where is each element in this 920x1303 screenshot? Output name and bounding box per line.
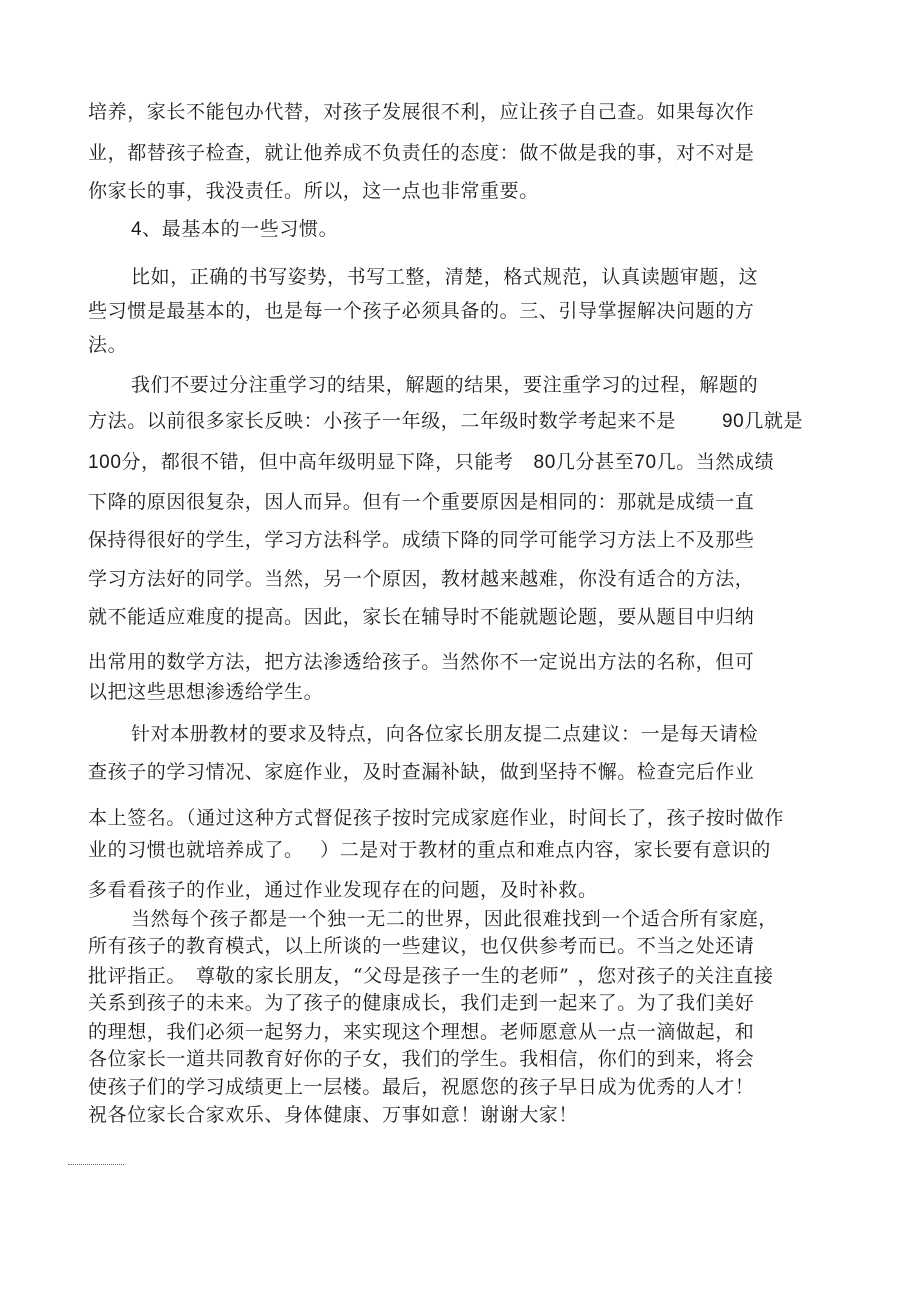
text-line (88, 760, 754, 784)
text-segment: 批评指正。 (88, 965, 187, 987)
text-line (88, 991, 754, 1015)
text-line (131, 217, 338, 242)
text-segment: ，您对孩子的关注直接 (577, 965, 774, 987)
text-line (88, 528, 754, 552)
text-line (88, 567, 754, 591)
text-segment: 当然每个孩子都是一个独一无二的世界，因此很难找到一个适合所有家庭， (131, 908, 778, 930)
text-segment: 法。 (88, 334, 128, 356)
text-line (131, 907, 778, 931)
text-segment: 针对本册教材的要求及特点，向各位家长朋友提二点建议：一是每天请检 (131, 723, 759, 745)
text-segment: 学习方法好的同学。当然，另一个原因，教材越来越难，你没有适合的方法， (88, 568, 755, 590)
text-line (88, 838, 771, 862)
text-segment: 使孩子们的学习成绩更上一层楼。最后，祝愿您的孩子早日成为优秀的人才！ (88, 1076, 755, 1098)
text-line (88, 333, 127, 357)
text-segment: 几分甚至 (555, 451, 635, 473)
text-segment: 4 (131, 219, 143, 240)
text-segment: 业的习惯也就培养成了。 (88, 839, 295, 861)
text-segment: 关系到孩子的未来。为了孩子的健康成长，我们走到一起来了。为了我们美好 (88, 992, 755, 1014)
text-line (131, 373, 758, 397)
text-line (131, 722, 758, 746)
text-segment: 培养，家长不能包办代替，对孩子发展很不利，应让孩子自己查。如果每次作 (88, 101, 755, 123)
text-line (88, 806, 784, 830)
text-line (88, 878, 598, 902)
text-line (88, 1075, 754, 1099)
text-line (88, 964, 773, 988)
text-segment: 的理想，我们必须一起努力，来实现这个理想。老师愿意从一点一滴做起，和 (88, 1021, 755, 1043)
text-segment: 80 (533, 452, 556, 473)
text-line (88, 179, 539, 203)
text-segment: 以把这些思想渗透给学生。 (88, 681, 324, 703)
text-line (131, 265, 758, 289)
text-segment: 、最基本的一些习惯。 (142, 218, 339, 240)
text-line (88, 680, 323, 704)
text-segment: 分，都很不错，但中高年级明显下降，只能考 (121, 451, 514, 473)
text-segment: 祝各位家长合家欢乐、身体健康、万事如意！谢谢大家！ (88, 1104, 579, 1126)
text-line (88, 934, 754, 958)
text-segment: 所有孩子的教育模式，以上所谈的一些建议，也仅供参考而已。不当之处还请 (88, 935, 755, 957)
text-segment: 70 (634, 452, 657, 473)
text-line (88, 1020, 754, 1044)
text-segment: 本上签名。（通过这种方式督促孩子按时完成家庭作业，时间长了，孩子按时做作 (88, 807, 785, 829)
text-line (88, 650, 754, 674)
text-segment: 各位家长一道共同教育好你的子女，我们的学生。我相信，你们的到来，将会 (88, 1048, 755, 1070)
text-segment: 比如，正确的书写姿势，书写工整，清楚，格式规范，认真读题审题，这 (131, 266, 759, 288)
text-segment: ）二是对于教材的重点和难点内容，家长要有意识的 (320, 839, 771, 861)
text-segment: 90 (722, 411, 745, 432)
text-segment: 几。当然成绩 (656, 451, 775, 473)
text-segment: 就不能适应难度的提高。因此，家长在辅导时不能就题论题，要从题目中归纳 (88, 606, 755, 628)
text-segment: 方法。以前很多家长反映：小孩子一年级，二年级时数学考起来不是 (88, 410, 677, 432)
footer-dotted-rule (68, 1164, 124, 1165)
text-line (88, 409, 803, 434)
text-line (88, 1047, 754, 1071)
text-line (88, 299, 754, 323)
text-segment: 几就是 (744, 410, 804, 432)
text-segment: 我们不要过分注重学习的结果，解题的结果，要注重学习的过程，解题的 (131, 374, 759, 396)
text-segment: 出常用的数学方法，把方法渗透给孩子。当然你不一定说出方法的名称，但可 (88, 651, 755, 673)
text-line (88, 100, 754, 124)
text-line (88, 450, 774, 475)
text-segment: 100 (88, 452, 122, 473)
text-segment: 些习惯是最基本的，也是每一个孩子必须具备的。三、引导掌握解决问题的方 (88, 300, 755, 322)
text-segment: 你家长的事，我没责任。所以，这一点也非常重要。 (88, 180, 539, 202)
text-segment: 查孩子的学习情况、家庭作业，及时查漏补缺，做到坚持不懈。检查完后作业 (88, 761, 755, 783)
text-line (88, 141, 754, 165)
text-segment: 业，都替孩子检查，就让他养成不负责任的态度：做不做是我的事，对不对是 (88, 142, 755, 164)
text-line (88, 1103, 578, 1127)
text-segment: 尊敬的家长朋友，“父母是孩子一生的老师” (196, 965, 570, 987)
text-segment: 多看看孩子的作业，通过作业发现存在的问题，及时补救。 (88, 879, 598, 901)
text-line (88, 490, 754, 514)
text-segment: 下降的原因很复杂，因人而异。但有一个重要原因是相同的：那就是成绩一直 (88, 491, 755, 513)
text-segment: 保持得很好的学生，学习方法科学。成绩下降的同学可能学习方法上不及那些 (88, 529, 755, 551)
text-line (88, 605, 754, 629)
